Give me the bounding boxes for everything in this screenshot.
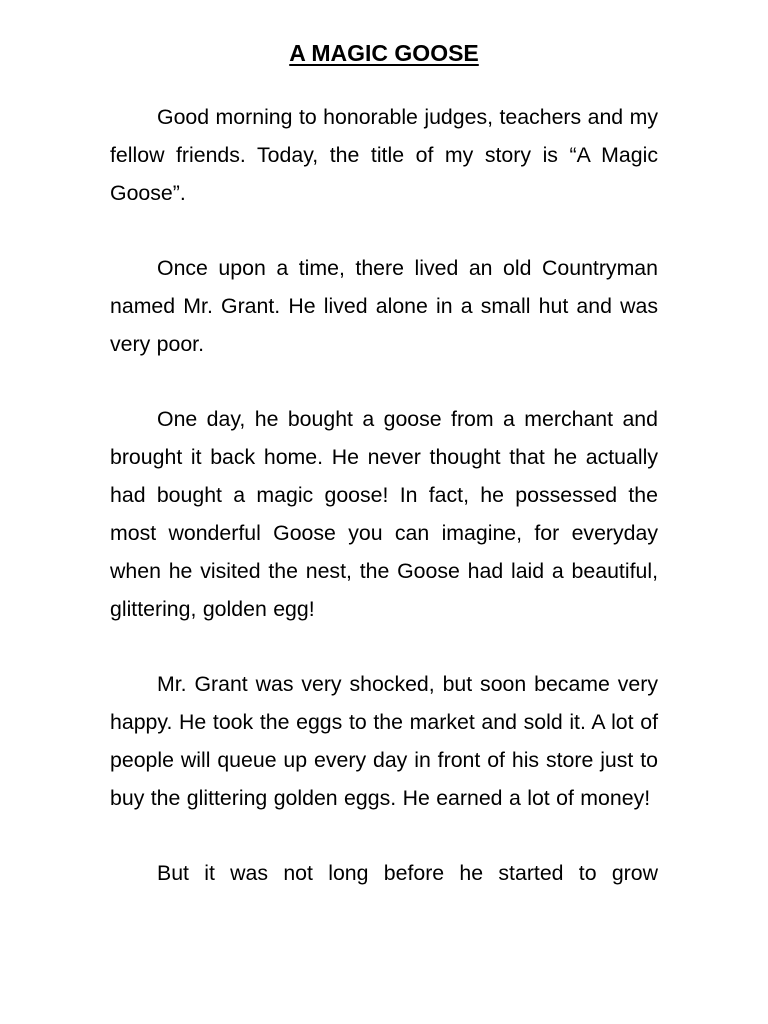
paragraph-continuation: But it was not long before he started to grow — [157, 861, 658, 885]
paragraph-introduction: Once upon a time, there lived an old Countryman named Mr. Grant. He lived alone in a small hut and was very poor. — [110, 256, 658, 356]
paragraph-golden-eggs: Mr. Grant was very shocked, but soon became very happy. He took the eggs to the market and sold it. A lot of people will queue up every day in front of his store just to buy the glittering golden eggs. He earned a lot of money! — [110, 672, 658, 810]
document-title: A MAGIC GOOSE — [289, 40, 479, 66]
paragraph-greeting: Good morning to honorable judges, teachers and my fellow friends. Today, the title of my story is “A Magic Goose”. — [110, 105, 658, 205]
story-body — [110, 98, 658, 929]
paragraph-magic-goose: One day, he bought a goose from a merchant and brought it back home. He never thought that he actually had bought a magic goose! In fact, he possessed the most wonderful Goose you can imagine, for everyday when he visited the nest, the Goose had laid a beautiful, glittering, golden egg! — [110, 407, 658, 621]
